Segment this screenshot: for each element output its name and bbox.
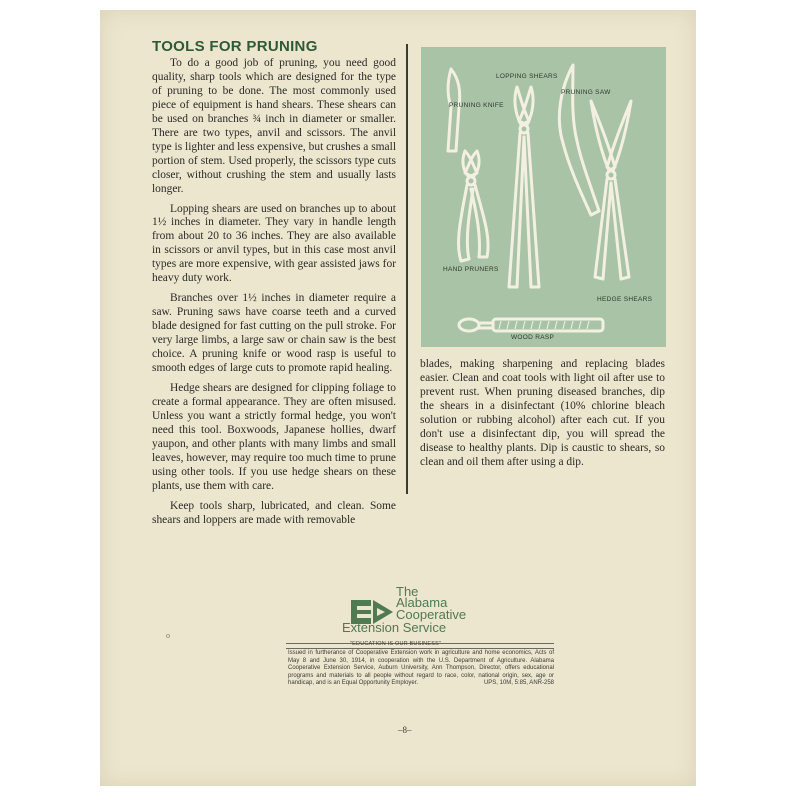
paragraph-hedge-shears: Hedge shears are designed for clipping foliage to create a formal appearance. They are often misused. Unless you want a strictly formal hedge, you won't need this tool. Boxwoods, Japanese hollies, dwarf yaupon, and other plants with many limbs and small leaves, however, may require too much time to prune using other tools. If you use hedge shears on these plants, use them with care. [152, 381, 396, 492]
label-hedge-shears: HEDGE SHEARS [597, 296, 653, 303]
pruning-saw-icon [559, 65, 599, 215]
wood-rasp-icon [459, 319, 603, 331]
logo-line-cooperative: Cooperative [396, 607, 467, 622]
left-column [152, 57, 396, 534]
logo-line-the: The [396, 584, 419, 599]
paragraph-continued: blades, making sharpening and replacing blades easier. Clean and coat tools with light oil after use to prevent rust. When pruning diseased branches, dip the shears in a disinfectant (10% chlorine bleach solution or rubbing alcohol) after each cut. If you don't use a disinfectant dip, you will spread the disease to healthy plants. Dip is caustic to shears, so clean and oil them after using a dip. [420, 358, 665, 468]
lopping-shears-icon [509, 87, 539, 287]
footer-rule-bottom [286, 648, 554, 649]
column-divider [406, 44, 408, 494]
pruning-knife-icon [448, 69, 460, 151]
paragraph-keep-tools: Keep tools sharp, lubricated, and clean. Some shears and loppers are made with removable [152, 499, 396, 526]
footer-notice [288, 650, 554, 688]
logo-line-extension-service: Extension Service [342, 620, 447, 635]
rasp-teeth [499, 321, 589, 329]
label-pruning-knife: PRUNING KNIFE [449, 102, 504, 109]
hedge-shears-icon [591, 101, 631, 279]
paragraph-saws: Branches over 1½ inches in diameter require a saw. Pruning saws have coarse teeth and a curved blade designed for fast cutting on the pull stroke. For very large limbs, a large saw or chain saw is the best choice. A pruning knife or wood rasp is useful to smooth edges of large cuts to promote rapid healing. [152, 292, 396, 375]
extension-logo [336, 585, 516, 645]
right-column [420, 358, 665, 476]
label-hand-pruners: HAND PRUNERS [443, 266, 499, 273]
tools-illustration [421, 47, 666, 347]
label-pruning-saw: PRUNING SAW [561, 89, 611, 96]
paragraph-lopping-shears: Lopping shears are used on branches up to about 1½ inches in diameter. They vary in handle length from about 20 to 36 inches. They are also available in scissors or anvil types, but in this case most anvil types are more expensive, with gear assisted jaws for heavy duty work. [152, 202, 396, 285]
motto: "EDUCATION IS OUR BUSINESS" [350, 641, 442, 647]
label-wood-rasp: WOOD RASP [511, 334, 555, 341]
section-heading: TOOLS FOR PRUNING [152, 38, 318, 55]
logo-line-alabama: Alabama [396, 595, 448, 610]
label-lopping-shears: LOPPING SHEARS [496, 73, 558, 80]
page-speck: o [166, 631, 170, 640]
page-number: –8– [398, 725, 412, 735]
publication-code: UPS, 10M, 5:85, ANR-258 [483, 680, 554, 687]
hand-pruners-icon [459, 151, 489, 261]
footer-text: Issued in furtherance of Cooperative Extension work in agriculture and home economics, Acts of May 8 and June 30, 1914, in cooperation with the U.S. Department of Agriculture. Alabama Cooperative Extension Service, Auburn University, Ann Thompson, Director, offers educational programs and materials to all people without regard to race, color, national origin, sex, age or handicap, and is an Equal Opportunity Employer. [288, 650, 554, 687]
paragraph-hand-shears: To do a good job of pruning, you need good quality, sharp tools which are designed for the type of pruning to be done. The most commonly used piece of equipment is hand shears. These shears can be used on branches ¾ inch in diameter or smaller. There are two types, anvil and scissors. The anvil type is lighter and less expensive, but crushes a small portion of stem. Used properly, the scissors type cuts closer, without crushing the stem and usually lasts longer. [152, 57, 396, 195]
